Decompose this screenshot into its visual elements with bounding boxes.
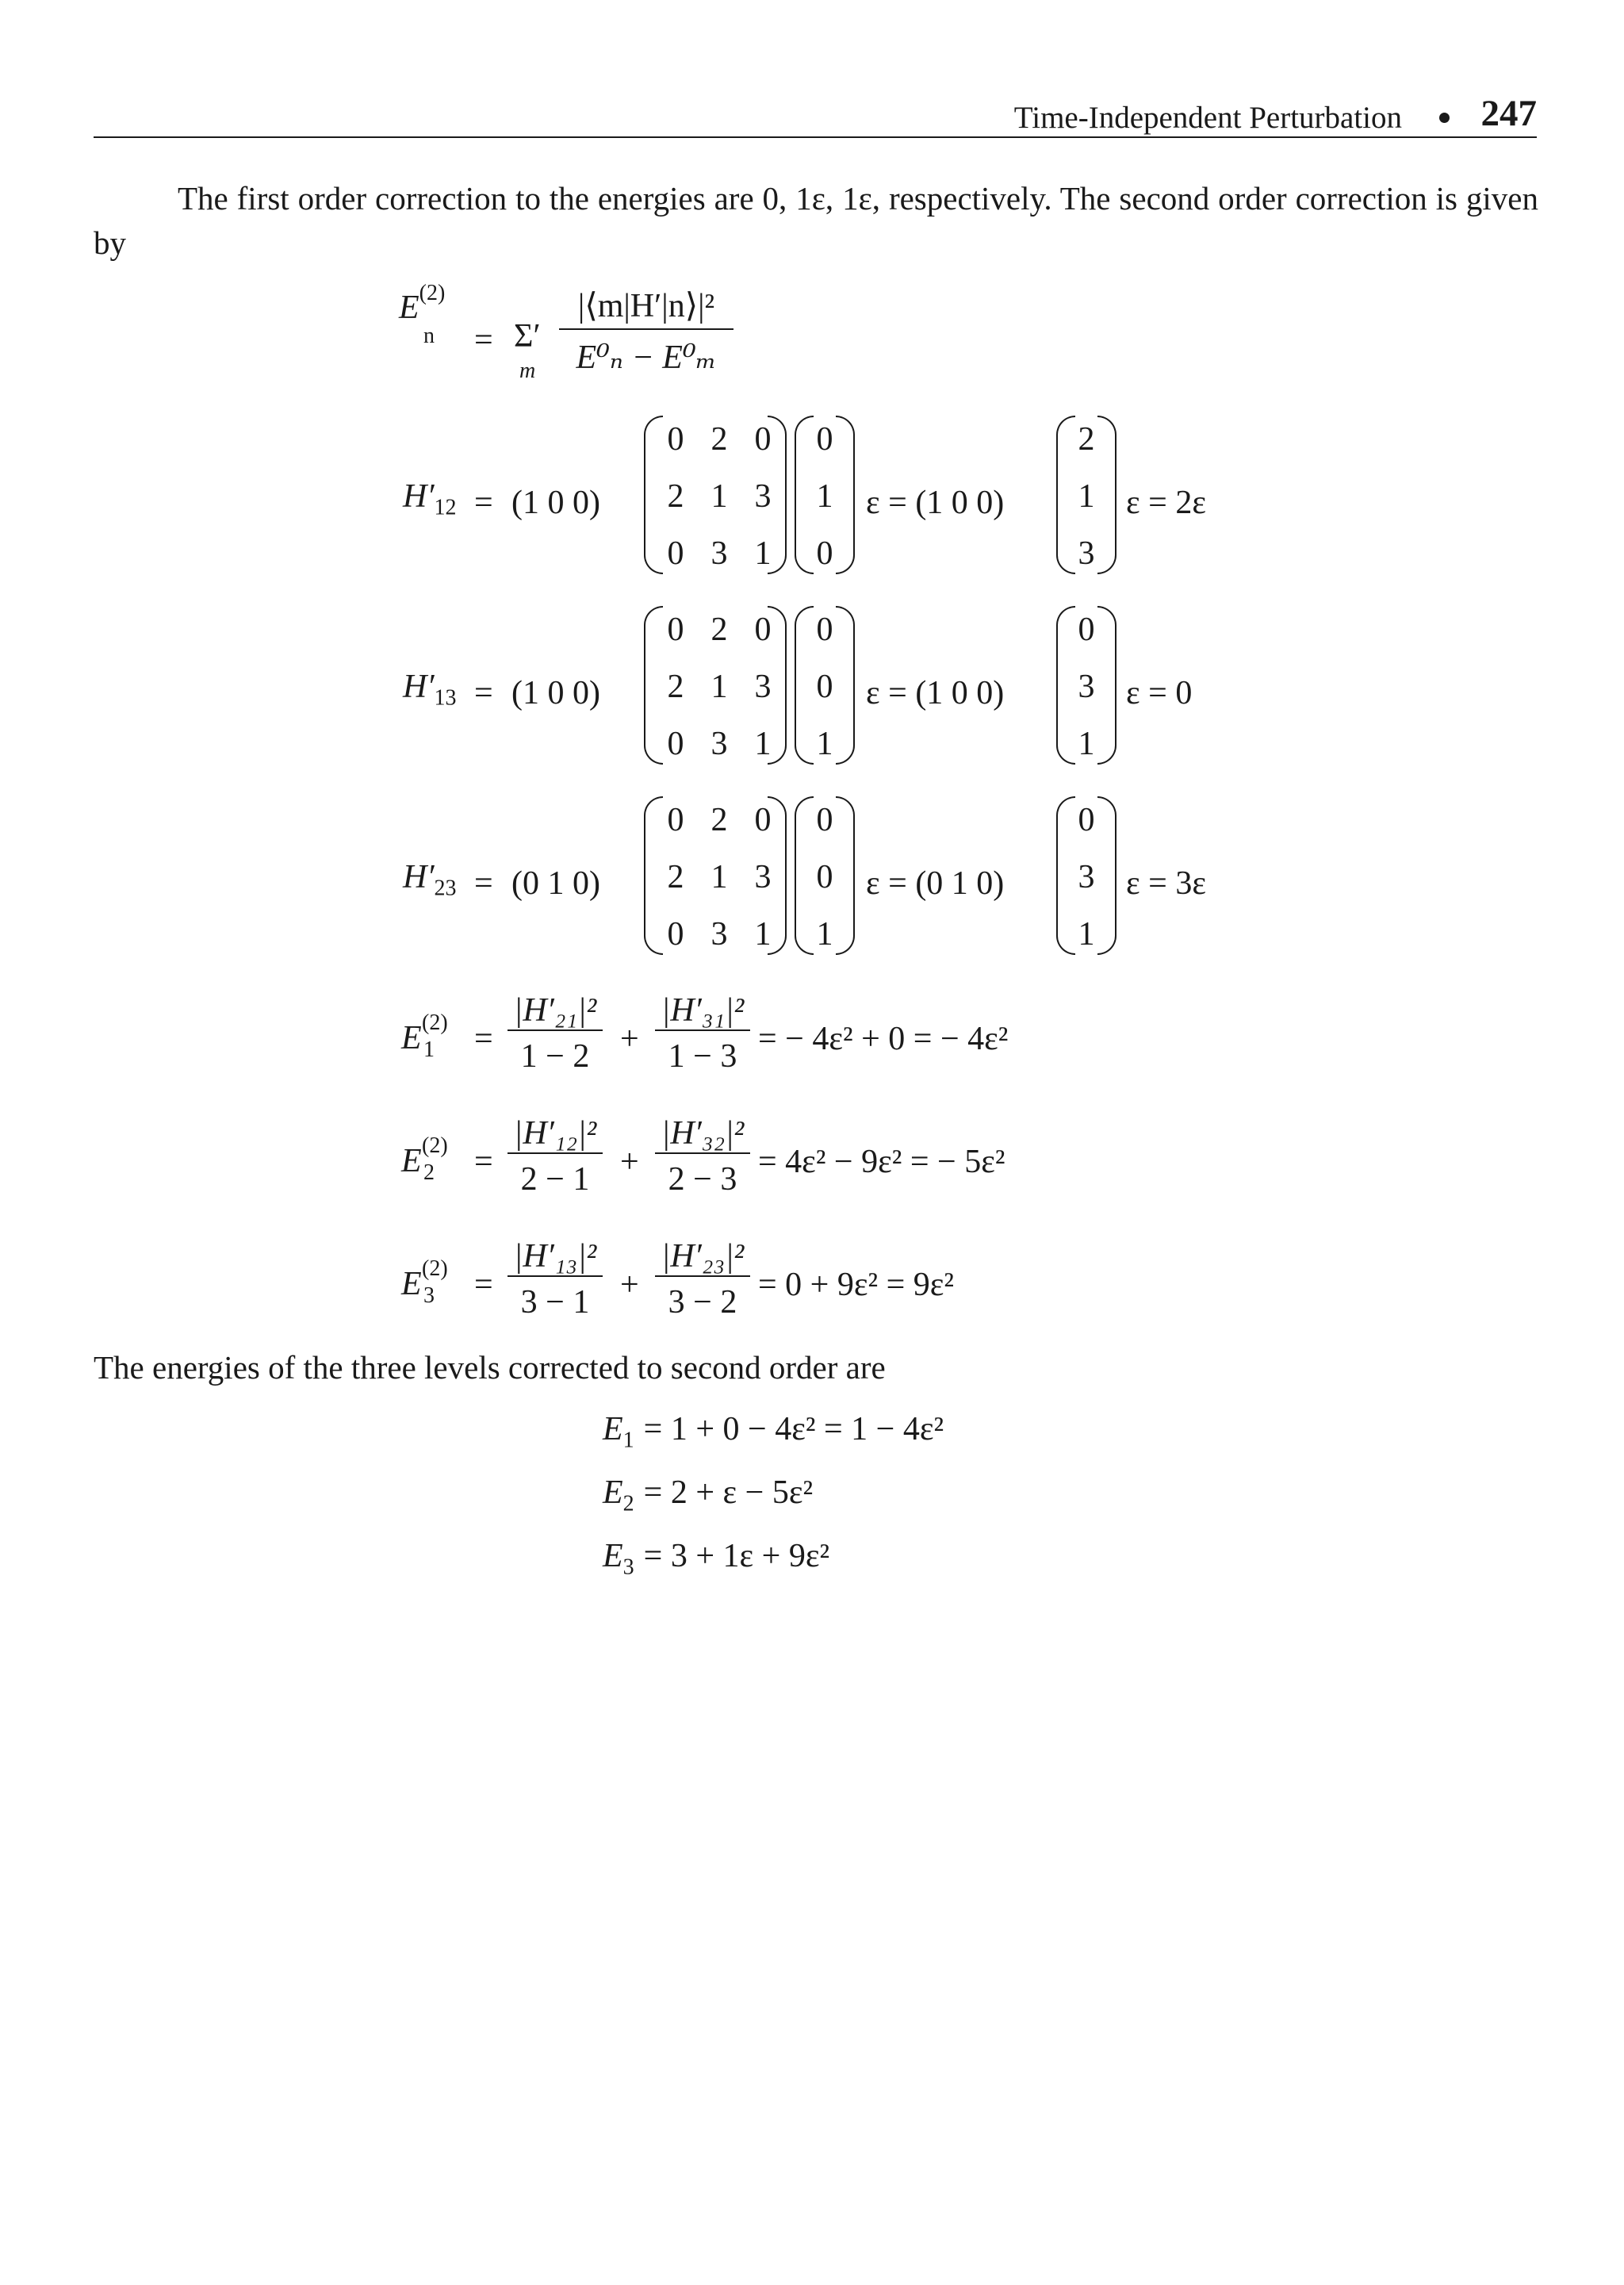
- energy-level-equation: [603, 1474, 813, 1516]
- fraction-numerator-1: |H′₂₁|²: [508, 991, 603, 1031]
- second-order-result: = 4ε² − 9ε² = − 5ε²: [758, 1144, 1005, 1180]
- matrix-element-label: $H'_{23}$: [403, 859, 457, 901]
- fraction-numerator-1: |H′₁₂|²: [508, 1114, 603, 1154]
- formula-numerator: |⟨m|H′|n⟩|²: [559, 286, 733, 330]
- equals-sign: =: [474, 485, 493, 521]
- matrix-cell: 0: [667, 802, 684, 838]
- summation-index: m: [519, 358, 536, 383]
- matrix-cell: 1: [754, 916, 772, 953]
- matrix-element-label: $H'_{13}$: [403, 669, 457, 711]
- fraction-numerator-2: |H′₃₁|²: [655, 991, 750, 1031]
- result-vector-cell: 3: [1078, 535, 1095, 572]
- matrix-cell: 1: [710, 478, 728, 515]
- second-order-result: = − 4ε² + 0 = − 4ε²: [758, 1021, 1009, 1057]
- page-number: 247: [1480, 93, 1537, 134]
- row-vector: (1 0 0): [511, 485, 600, 521]
- matrix-cell: 2: [710, 421, 728, 458]
- energy-order-superscript: (2): [422, 1256, 448, 1281]
- matrix-cell: 2: [667, 669, 684, 705]
- matrix-cell: 0: [754, 421, 772, 458]
- matrix-cell: 0: [667, 421, 684, 458]
- fraction-denominator-1: 1 − 2: [520, 1038, 590, 1075]
- matrix-cell: 0: [667, 726, 684, 762]
- intro-paragraph: The first order correction to the energies are 0, 1ε, 1ε, respectively. The second order correction is given by: [94, 180, 1538, 261]
- result-vector-cell: 2: [1078, 421, 1095, 458]
- energy-level-index: 3: [622, 1555, 634, 1580]
- plus-sign: +: [620, 1021, 639, 1057]
- matrix-cell: 3: [710, 535, 728, 572]
- row-vector: (0 1 0): [511, 865, 600, 902]
- middle-expression: ε = (1 0 0): [866, 485, 1005, 521]
- energy-level-value: = 1 + 0 − 4ε² = 1 − 4ε²: [643, 1411, 944, 1447]
- matrix-cell: 2: [710, 612, 728, 648]
- energy-level-equation: [603, 1537, 829, 1580]
- column-vector-cell: 0: [816, 535, 833, 572]
- fraction-denominator-2: 2 − 3: [668, 1161, 737, 1198]
- matrix-cell: 1: [710, 669, 728, 705]
- fraction-denominator-1: 3 − 1: [520, 1284, 590, 1321]
- energy-order-superscript: (2): [422, 1133, 448, 1158]
- matrix-cell: 0: [754, 802, 772, 838]
- column-vector-cell: 0: [816, 859, 833, 895]
- matrix-cell: 2: [710, 802, 728, 838]
- energy-label: E: [401, 1266, 422, 1302]
- column-vector-cell: 1: [816, 478, 833, 515]
- energy-level-subscript: 3: [423, 1283, 435, 1308]
- energy-level-equation: [603, 1410, 944, 1453]
- energy-level-index: 1: [622, 1428, 634, 1453]
- result-vector-cell: 3: [1078, 859, 1095, 895]
- column-vector-cell: 1: [816, 916, 833, 953]
- chapter-title: Time-Independent Perturbation: [1013, 101, 1402, 135]
- column-vector-cell: 0: [816, 612, 833, 648]
- energy-symbol: E: [603, 1538, 623, 1574]
- column-vector-cell: 0: [816, 802, 833, 838]
- matrix-cell: 1: [754, 535, 772, 572]
- row-vector: (1 0 0): [511, 675, 600, 711]
- energy-symbol: E: [603, 1411, 623, 1447]
- fraction-numerator-2: |H′₂₃|²: [655, 1237, 750, 1277]
- matrix-cell: 3: [754, 859, 772, 895]
- matrix-cell: 1: [710, 859, 728, 895]
- matrix-element-result: ε = 3ε: [1126, 865, 1206, 902]
- matrix-cell: 0: [667, 535, 684, 572]
- equals-sign: =: [474, 1021, 493, 1057]
- column-vector-cell: 0: [816, 421, 833, 458]
- matrix-element-result: ε = 0: [1126, 675, 1193, 711]
- energy-level-value: = 2 + ε − 5ε²: [643, 1474, 814, 1511]
- energy-level-subscript: 1: [423, 1037, 435, 1062]
- matrix-cell: 3: [710, 726, 728, 762]
- equals-sign: =: [474, 1267, 493, 1303]
- fraction-denominator-1: 2 − 1: [520, 1161, 590, 1198]
- middle-expression: ε = (0 1 0): [866, 865, 1005, 902]
- formula-second-order-general: $E^{(2)}$: [399, 281, 446, 326]
- middle-expression: ε = (1 0 0): [866, 675, 1005, 711]
- formula-lhs-sub: n: [423, 324, 435, 348]
- plus-sign: +: [620, 1144, 639, 1180]
- plus-sign: +: [620, 1267, 639, 1303]
- matrix-element-label: $H'_{12}$: [403, 478, 457, 520]
- energy-order-superscript: (2): [422, 1010, 448, 1035]
- energy-label: E: [401, 1020, 422, 1056]
- matrix-cell: 2: [667, 478, 684, 515]
- energy-label: E: [401, 1143, 422, 1179]
- matrix-element-index: 23: [434, 876, 457, 901]
- matrix-element-index: 13: [434, 685, 457, 711]
- fraction-numerator-2: |H′₃₂|²: [655, 1114, 750, 1154]
- energy-level-subscript: 2: [423, 1160, 435, 1185]
- result-vector-cell: 0: [1078, 612, 1095, 648]
- matrix-cell: 0: [667, 612, 684, 648]
- second-order-result: = 0 + 9ε² = 9ε²: [758, 1267, 955, 1303]
- matrix-cell: 2: [667, 859, 684, 895]
- result-vector-cell: 3: [1078, 669, 1095, 705]
- equals-sign: =: [474, 865, 493, 902]
- result-vector-cell: 1: [1078, 478, 1095, 515]
- matrix-cell: 3: [754, 669, 772, 705]
- energy-level-value: = 3 + 1ε + 9ε²: [643, 1538, 830, 1574]
- equals-sign: =: [474, 1144, 493, 1180]
- result-vector-cell: 1: [1078, 726, 1095, 762]
- matrix-cell: 3: [754, 478, 772, 515]
- fraction-numerator-1: |H′₁₃|²: [508, 1237, 603, 1277]
- fraction-denominator-2: 1 − 3: [668, 1038, 737, 1075]
- matrix-element-result: ε = 2ε: [1126, 485, 1206, 521]
- matrix-cell: 0: [754, 612, 772, 648]
- fraction-denominator-2: 3 − 2: [668, 1284, 737, 1321]
- result-vector-cell: 1: [1078, 916, 1095, 953]
- energy-level-index: 2: [622, 1491, 634, 1516]
- matrix-cell: 3: [710, 916, 728, 953]
- matrix-element-index: 12: [434, 495, 457, 520]
- energy-symbol: E: [603, 1474, 623, 1511]
- formula-denominator: E⁰ₙ − E⁰ₘ: [576, 339, 717, 376]
- equals-sign: =: [474, 675, 493, 711]
- bullet-separator: [1439, 113, 1450, 123]
- column-vector-cell: 0: [816, 669, 833, 705]
- matrix-cell: 0: [667, 916, 684, 953]
- levels-paragraph: The energies of the three levels corrected to second order are: [94, 1349, 886, 1386]
- result-vector-cell: 0: [1078, 802, 1095, 838]
- running-header: [94, 89, 1537, 138]
- equals-sign: =: [474, 322, 493, 358]
- summation-symbol: Σ′: [514, 318, 541, 355]
- matrix-cell: 1: [754, 726, 772, 762]
- column-vector-cell: 1: [816, 726, 833, 762]
